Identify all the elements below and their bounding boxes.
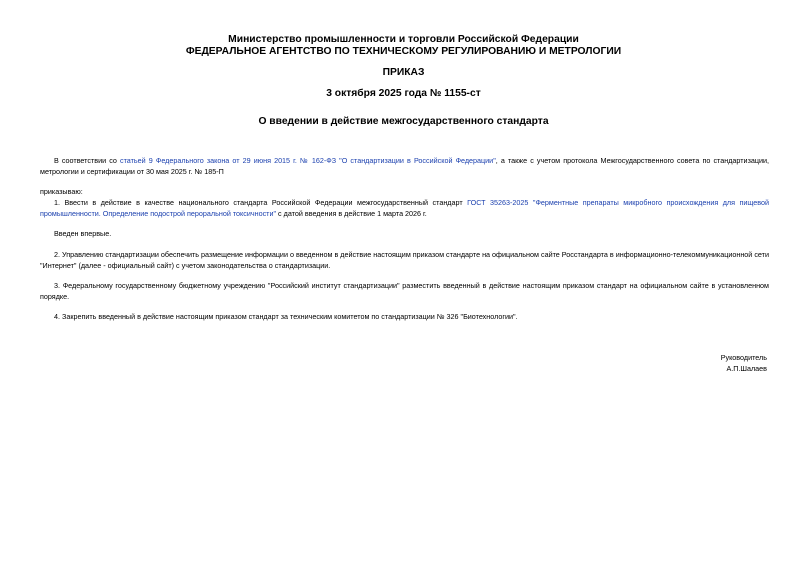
- document-date-number: 3 октября 2025 года № 1155-ст: [326, 88, 481, 99]
- orders-label: приказываю:: [40, 187, 83, 196]
- item-1-pre: 1. Ввести в действие в качестве национального стандарта Российской Федерации межгосударственный стандарт: [54, 198, 468, 207]
- document-subject: О введении в действие межгосударственного стандарта: [258, 116, 549, 127]
- paragraph-basis-pre: В соответствии со: [54, 156, 120, 165]
- federal-law-link[interactable]: статьей 9 Федерального закона от 29 июня 2015 г. № 162-ФЗ "О стандартизации в Российской Федерации": [120, 156, 496, 165]
- agency-title: ФЕДЕРАЛЬНОЕ АГЕНТСТВО ПО ТЕХНИЧЕСКОМУ РЕГУЛИРОВАНИЮ И МЕТРОЛОГИИ: [185, 46, 622, 57]
- gost-standard-link[interactable]: ГОСТ 35263-2025 "Ферментные препараты микробного происхождения для пищевой промышленности. Определение подострой пероральной токсичности": [40, 198, 769, 218]
- paragraph-item-4: 4. Закрепить введенный в действие настоящим приказом стандарт за техническим комитетом по стандартизации № 326 "Биотехнологии".: [54, 312, 518, 321]
- paragraph-introduced-first: Введен впервые.: [54, 229, 112, 238]
- paragraph-basis: [40, 155, 769, 177]
- paragraph-basis-post: , а также с учетом протокола Межгосударственного совета по стандартизации, метрологии и сертификации от 30 мая 2025 г. № 185-П: [40, 156, 770, 176]
- item-1-post: с датой введения в действие 1 марта 2026 г.: [276, 209, 427, 218]
- document-type: ПРИКАЗ: [382, 67, 425, 78]
- paragraph-item-2: 2. Управлению стандартизации обеспечить размещение информации о введенном в действие настоящим приказом стандарте на официальном сайте Росстандарта в информационно-телекоммуникационной сети "Интернет" (далее - официальный сайт) с учетом законодательства о стандартизации.: [40, 250, 769, 270]
- paragraph-item-1: [40, 197, 769, 219]
- signature-title: Руководитель: [720, 353, 767, 362]
- signature-name: А.П.Шалаев: [726, 364, 767, 373]
- ministry-title: Министерство промышленности и торговли Российской Федерации: [228, 34, 579, 45]
- paragraph-item-3: 3. Федеральному государственному бюджетному учреждению "Российский институт стандартизации" разместить введенный в действие настоящим приказом стандарт на официальном сайте в установленном порядке.: [40, 281, 769, 301]
